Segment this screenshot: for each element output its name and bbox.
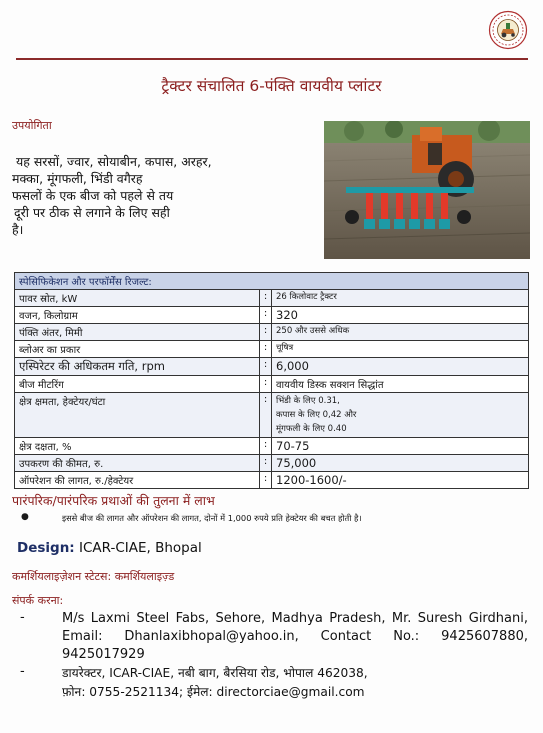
spec-label: पंक्ति अंतर, मिमी xyxy=(15,324,260,341)
contact-heading: संपर्क करना: xyxy=(12,594,64,607)
usage-heading: उपयोगिता xyxy=(12,119,52,132)
spec-value: 1200-1600/- xyxy=(272,472,529,489)
spec-label: क्षेत्र क्षमता, हेक्टेयर/घंटा xyxy=(15,393,260,438)
spec-separator: : xyxy=(260,376,272,393)
spec-value-line: मूंगफली के लिए 0.40 xyxy=(276,424,347,434)
spec-heading: स्पेसिफिकेशन और परफॉर्मेंस रिजल्ट: xyxy=(15,273,529,290)
design-label: Design: xyxy=(17,540,75,556)
contact-address: डायरेक्टर, ICAR-CIAE, नबी बाग, बैरसिया रोड, भोपाल 462038, xyxy=(62,666,368,680)
spec-separator: : xyxy=(260,358,272,376)
spec-value: 75,000 xyxy=(272,455,529,472)
table-row xyxy=(15,438,529,455)
spec-label: पावर स्रोत, kW xyxy=(15,290,260,307)
table-row xyxy=(15,341,529,358)
table-row xyxy=(15,290,529,307)
spec-value-line: कपास के लिए 0,42 और xyxy=(276,410,357,420)
spec-label: उपकरण की कीमत, रु. xyxy=(15,455,260,472)
benefit-text: इससे बीज की लागत और ऑपरेशन की लागत, दोनों में 1,000 रुपये प्रति हेक्टेयर की बचत होती है। xyxy=(62,513,362,523)
spec-value xyxy=(272,393,529,438)
usage-text xyxy=(12,153,272,238)
spec-label: एस्पिरेटर की अधिकतम गति, rpm xyxy=(15,358,260,376)
table-row xyxy=(15,455,529,472)
spec-value: चूषित्र xyxy=(272,341,529,358)
spec-label: ऑपरेशन की लागत, रु./हेक्टेयर xyxy=(15,472,260,489)
spec-separator: : xyxy=(260,472,272,489)
spec-separator: : xyxy=(260,341,272,358)
list-dash: - xyxy=(20,610,25,625)
spec-label: क्षेत्र दक्षता, % xyxy=(15,438,260,455)
spec-separator: : xyxy=(260,455,272,472)
spec-value: 320 xyxy=(272,307,529,324)
list-dash: - xyxy=(20,664,25,679)
table-row xyxy=(15,324,529,341)
header-rule xyxy=(16,58,528,60)
page-title: ट्रैक्टर संचालित 6-पंक्ति वायवीय प्लांटर xyxy=(161,77,382,95)
spec-value: 250 और उससे अधिक xyxy=(272,324,529,341)
spec-value: वायवीय डिस्क सक्शन सिद्धांत xyxy=(272,376,529,393)
table-row xyxy=(15,472,529,489)
spec-separator: : xyxy=(260,307,272,324)
spec-value-line: भिंडी के लिए 0.31, xyxy=(276,396,340,406)
contact-director xyxy=(62,664,528,702)
planter-photo xyxy=(324,121,530,259)
contact-phone-email: फ़ोन: 0755-2521134; ईमेल: directorciae@gmail.com xyxy=(62,685,365,699)
contact-manufacturer: M/s Laxmi Steel Fabs, Sehore, Madhya Pradesh, Mr. Suresh Girdhani, Email: Dhanlaxibhopal@yahoo.in, Contact No.: 9425607880, 9425017929 xyxy=(62,611,528,662)
commercialization-status: कमर्शियलाइज़ेशन स्टेटस: कमर्शियलाइज़्ड xyxy=(12,570,175,583)
bullet-icon: ● xyxy=(21,512,29,522)
spec-header-row xyxy=(15,273,529,290)
table-row xyxy=(15,358,529,376)
usage-line: यह सरसों, ज्वार, सोयाबीन, कपास, अरहर, xyxy=(16,154,212,169)
spec-value: 70-75 xyxy=(272,438,529,455)
spec-separator: : xyxy=(260,324,272,341)
spec-separator: : xyxy=(260,393,272,438)
spec-separator: : xyxy=(260,290,272,307)
usage-line: फसलों के एक बीज को पहले से तय xyxy=(12,188,174,203)
benefits-heading: पारंपरिक/पारंपरिक प्रथाओं की तुलना में लाभ xyxy=(12,493,215,508)
usage-line: दूरी पर ठीक से लगाने के लिए सही xyxy=(14,205,170,220)
design-value: ICAR-CIAE, Bhopal xyxy=(79,540,202,556)
table-row xyxy=(15,376,529,393)
usage-line: मक्का, मूंगफली, भिंडी वगैरह xyxy=(12,171,143,186)
spec-value: 26 किलोवाट ट्रैक्टर xyxy=(272,290,529,307)
table-row xyxy=(15,307,529,324)
spec-label: ब्लोअर का प्रकार xyxy=(15,341,260,358)
institute-logo xyxy=(488,10,528,50)
spec-separator: : xyxy=(260,438,272,455)
spec-label: वजन, किलोग्राम xyxy=(15,307,260,324)
spec-value: 6,000 xyxy=(272,358,529,376)
design-line xyxy=(17,540,202,556)
specification-table xyxy=(14,272,529,489)
spec-label: बीज मीटरिंग xyxy=(15,376,260,393)
table-row xyxy=(15,393,529,438)
usage-line: है। xyxy=(12,222,24,237)
